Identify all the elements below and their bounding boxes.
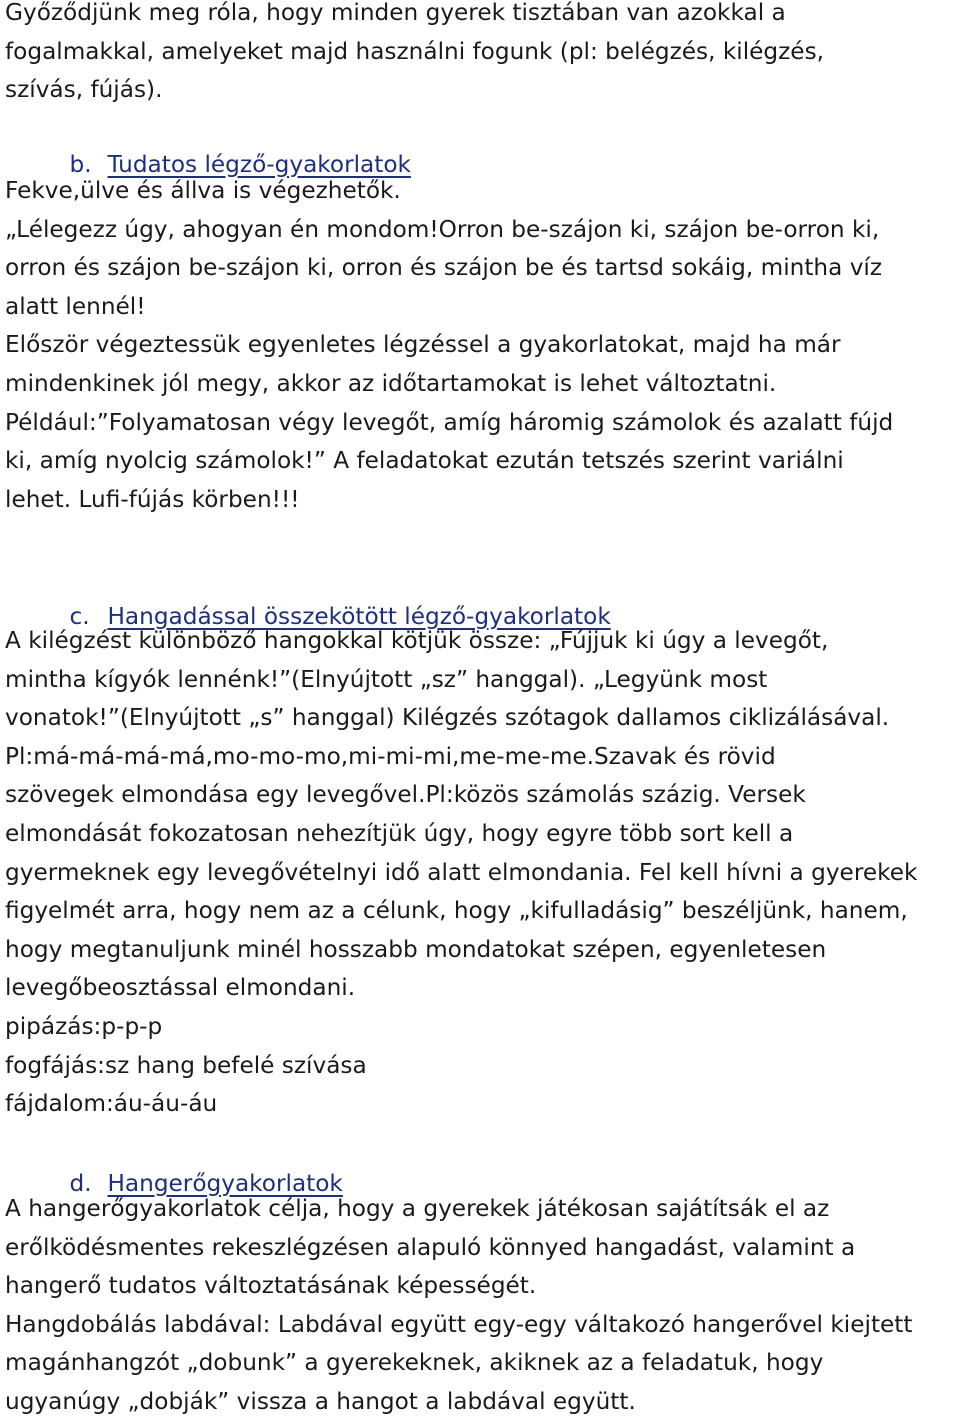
section-b-label: b. bbox=[69, 150, 92, 178]
text-line: Hangdobálás labdával: Labdával együtt egy-egy váltakozó hangerővel kiejtett bbox=[5, 1310, 913, 1338]
text-line: pipázás:p-p-p bbox=[5, 1012, 163, 1040]
text-line: Fekve,ülve és állva is végezhetők. bbox=[5, 177, 401, 204]
text-line: elmondását fokozatosan nehezítjük úgy, hogy egyre több sort kell a bbox=[5, 819, 794, 847]
text-line: alatt lennél! bbox=[5, 292, 146, 320]
section-b-paragraph bbox=[5, 172, 960, 519]
text-line: „Lélegezz úgy, ahogyan én mondom!Orron be-szájon ki, szájon be-orron ki, bbox=[5, 215, 880, 243]
section-c-paragraph bbox=[5, 622, 960, 1124]
text-line: gyermeknek egy levegővételnyi idő alatt elmondania. Fel kell hívni a gyerekek bbox=[5, 858, 918, 886]
text-line: Pl:má-má-má-má,mo-mo-mo,mi-mi-mi,me-me-me.Szavak és rövid bbox=[5, 742, 776, 770]
text-line: mindenkinek jól megy, akkor az időtartamokat is lehet változtatni. bbox=[5, 369, 777, 397]
text-line: figyelmét arra, hogy nem az a célunk, hogy „kifulladásig” beszéljünk, hanem, bbox=[5, 897, 908, 925]
section-b-link[interactable]: Tudatos légző-gyakorlatok bbox=[107, 150, 411, 178]
text-line: orron és szájon be-szájon ki, orron és szájon be és tartsd sokáig, mintha víz bbox=[5, 254, 883, 282]
text-line: erőlködésmentes rekeszlégzésen alapuló könnyed hangadást, valamint a bbox=[5, 1233, 856, 1261]
text-line: Először végeztessük egyenletes légzéssel a gyakorlatokat, majd ha már bbox=[5, 331, 841, 359]
text-line: hangerő tudatos változtatásának képességét. bbox=[5, 1272, 537, 1300]
section-d-label: d. bbox=[69, 1169, 92, 1197]
text-line: vonatok!”(Elnyújtott „s” hanggal) Kilégzés szótagok dallamos ciklizálásával. bbox=[5, 704, 890, 732]
text-line: hogy megtanuljunk minél hosszabb mondatokat szépen, egyenletesen bbox=[5, 935, 827, 963]
text-line: fájdalom:áu-áu-áu bbox=[5, 1090, 218, 1118]
text-line: ugyanúgy „dobják” vissza a hangot a labdával együtt. bbox=[5, 1387, 636, 1415]
text-line: magánhangzót „dobunk” a gyerekeknek, akiknek az a feladatuk, hogy bbox=[5, 1349, 824, 1377]
text-line: Például:”Folyamatosan végy levegőt, amíg háromig számolok és azalatt fújd bbox=[5, 408, 894, 436]
text-line: levegőbeosztással elmondani. bbox=[5, 974, 356, 1002]
text-line: fogfájás:sz hang befelé szívása bbox=[5, 1051, 367, 1079]
text-line: szövegek elmondása egy levegővel.Pl:közös számolás százig. Versek bbox=[5, 781, 806, 809]
section-c-link[interactable]: Hangadással összekötött légző-gyakorlatok bbox=[107, 602, 611, 630]
text-line: mintha kígyók lennénk!”(Elnyújtott „sz” hanggal). „Legyünk most bbox=[5, 665, 768, 693]
section-d-paragraph bbox=[5, 1190, 960, 1422]
text-line: Győződjünk meg róla, hogy minden gyerek tisztában van azokkal a bbox=[5, 0, 786, 26]
text-line: fogalmakkal, amelyeket majd használni fogunk (pl: belégzés, kilégzés, bbox=[5, 37, 825, 65]
text-line: lehet. Lufi-fújás körben!!! bbox=[5, 485, 300, 513]
text-line: A hangerőgyakorlatok célja, hogy a gyerekek játékosan sajátítsák el az bbox=[5, 1195, 830, 1222]
text-line: szívás, fújás). bbox=[5, 76, 163, 104]
intro-paragraph bbox=[5, 0, 960, 110]
section-d-link[interactable]: Hangerőgyakorlatok bbox=[107, 1169, 343, 1197]
section-c-label: c. bbox=[69, 602, 90, 630]
text-line: ki, amíg nyolcig számolok!” A feladatokat ezután tetszés szerint variálni bbox=[5, 447, 844, 475]
text-line: A kilégzést különböző hangokkal kötjük össze: „Fújjuk ki úgy a levegőt, bbox=[5, 627, 829, 654]
